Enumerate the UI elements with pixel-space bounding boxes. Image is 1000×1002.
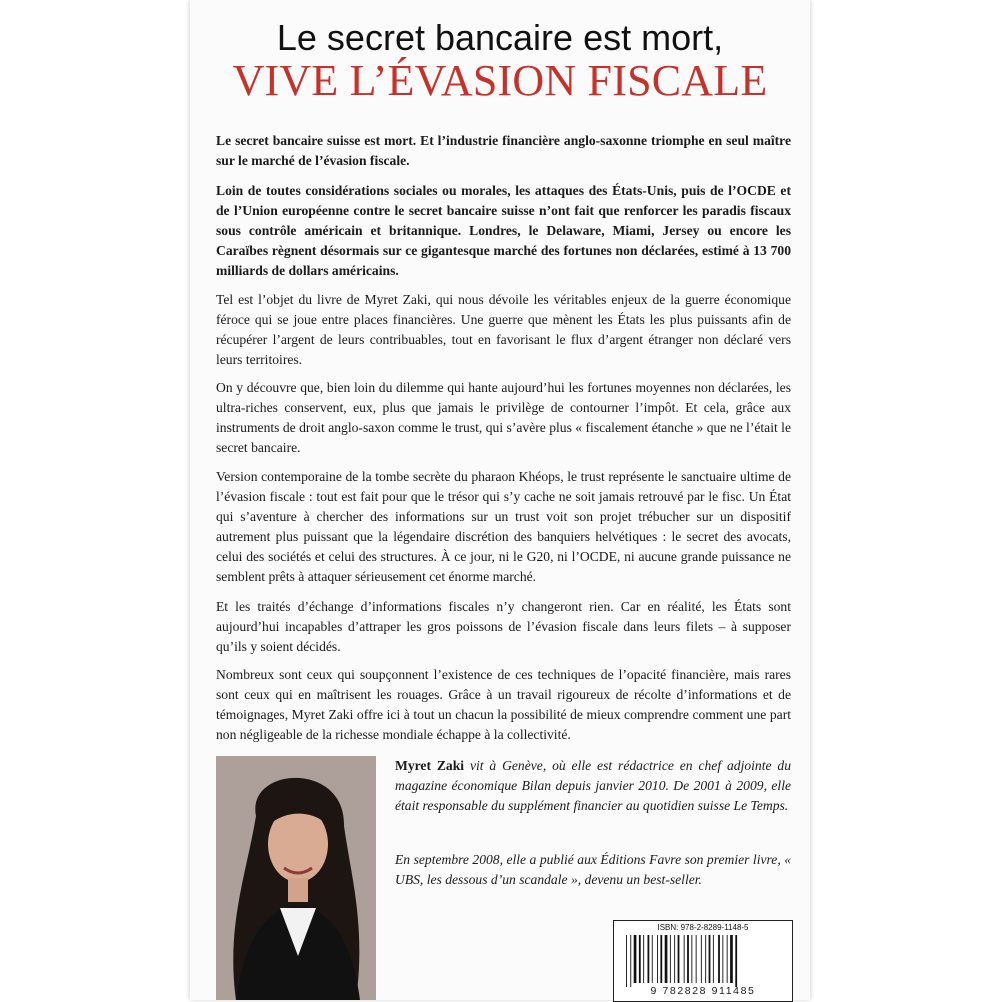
barcode-digits: 9 782828 911485 [650, 985, 756, 997]
paragraph-4: On y découvre que, bien loin du dilemme qui hante aujourd’hui les fortunes moyennes non déclarées, les ultra-riches conservent, eux, plus que jamais le privilège de contourner l’impôt. Et cela, grâce aux instruments de droit anglo-saxon comme le trust, qui s’avère plus « fiscalement étanche » que ne l’était le secret bancaire. [216, 380, 791, 455]
barcode [613, 920, 793, 1002]
paragraph-6: Et les traités d’échange d’informations fiscales n’y changeront rien. Car en réalité, les États sont aujourd’hui incapables d’attraper les gros poissons de l’évasion fiscale dans leurs filets – à supposer qu’ils y soient décidés. [216, 599, 791, 654]
title-line-1: Le secret bancaire est mort, [276, 17, 724, 58]
author-bio-publication: En septembre 2008, elle a publié aux Éditions Favre son premier livre, « UBS, les dessous d’un scandale », devenu un best-seller. [395, 852, 791, 887]
author-portrait-illustration [216, 756, 376, 1000]
paragraph-5: Version contemporaine de la tombe secrète du pharaon Khéops, le trust représente le sanctuaire ultime de l’évasion fiscale : tout est fait pour que le trésor qui s’y cache ne soit jamais retrouvé par le fisc. Un État qui s’aventure à chercher des informations sur un trust voit son projet trébucher sur un dispositif autrement plus puissant que la légendaire discrétion des banquiers helvétiques : le secret des avocats, celui des sociétés et celui des structures. À ce jour, ni le G20, ni l’OCDE, ni aucune grande puissance ne semblent prêts à attaquer sérieusement cet énorme marché. [216, 469, 791, 584]
isbn-label: ISBN: 978-2-8289-1148-5 [657, 923, 749, 932]
paragraph-7: Nombreux sont ceux qui soupçonnent l’existence de ces techniques de l’opacité financière, mais rares sont ceux qui en maîtrisent les rouages. Grâce à un travail rigoureux de récolte d’informations et de témoignages, Myret Zaki offre ici à tout un chacun la possibilité de mieux comprendre comment une part non négligeable de la richesse mondiale échappe à la collectivité. [216, 667, 791, 742]
author-name: Myret Zaki [395, 758, 465, 773]
title-line-2: VIVE L’ÉVASION FISCALE [232, 56, 768, 105]
author-bio [395, 756, 791, 816]
book-back-cover [190, 0, 810, 1000]
paragraph-2: Loin de toutes considérations sociales ou morales, les attaques des États-Unis, puis de l’OCDE et de l’Union européenne contre le secret bancaire suisse n’ont fait que renforcer les paradis fiscaux sous contrôle américain et britannique. Londres, le Delaware, Miami, Jersey ou encore les Caraïbes règnent désormais sur ce gigantesque marché des fortunes non déclarées, estimé à 13 700 milliards de dollars américains. [216, 183, 791, 278]
paragraph-3: Tel est l’objet du livre de Myret Zaki, qui nous dévoile les véritables enjeux de la guerre économique féroce qui se joue entre places financières. Une guerre que mènent les États les plus puissants afin de récupérer l’argent de leurs contribuables, tout en favorisant le flux d’argent étranger non déclaré vers leurs territoires. [216, 292, 791, 367]
author-photo [216, 756, 376, 1000]
author-bio-text: vit à Genève, où elle est rédactrice en chef adjointe du magazine économique Bilan depuis janvier 2010. De 2001 à 2009, elle était responsable du supplément financier au quotidien suisse Le Temps. [395, 758, 791, 813]
paragraph-1: Le secret bancaire suisse est mort. Et l’industrie financière anglo-saxonne triomphe en seul maître sur le marché de l’évasion fiscale. [216, 133, 791, 168]
